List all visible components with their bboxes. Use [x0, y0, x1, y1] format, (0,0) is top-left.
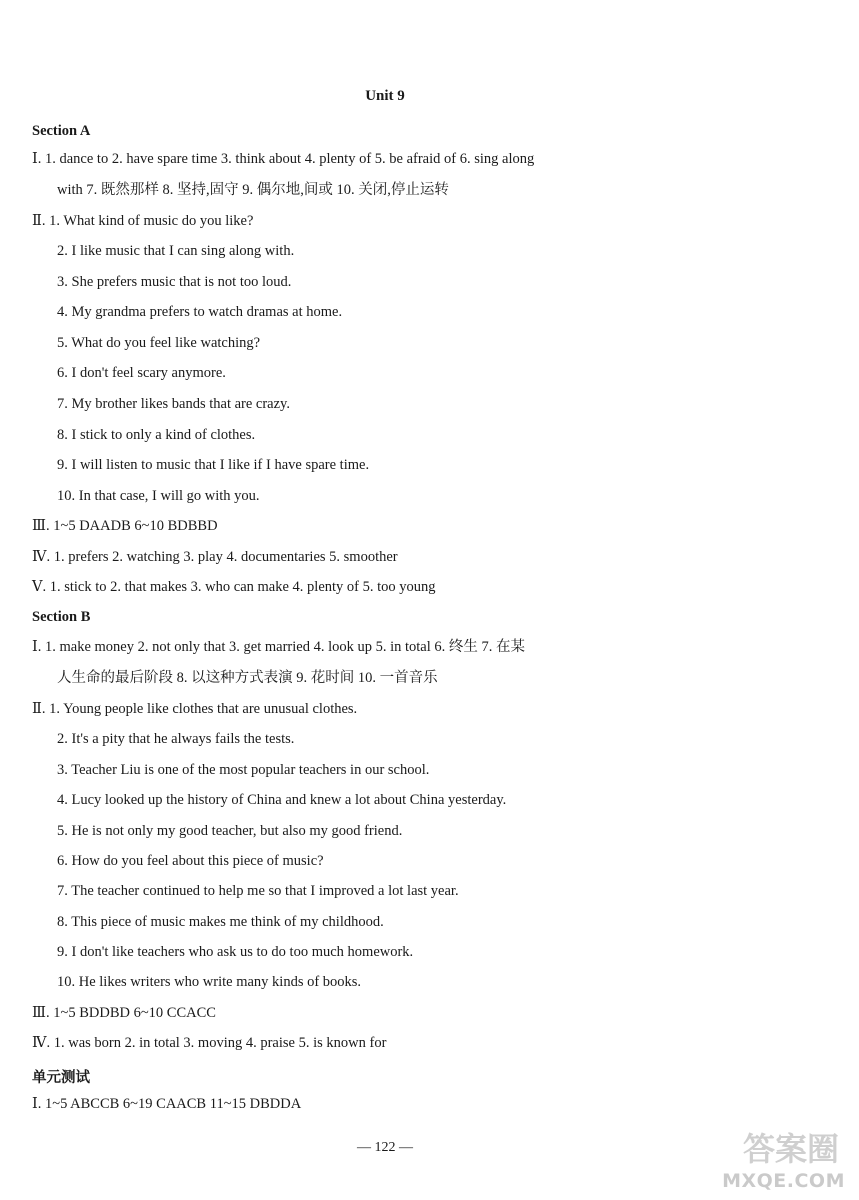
- section-b-line: 人生命的最后阶段 8. 以这种方式表演 9. 花时间 10. 一首音乐: [57, 670, 438, 686]
- section-a-line: 2. I like music that I can sing along with.: [57, 243, 295, 259]
- section-a-line: 10. In that case, I will go with you.: [57, 488, 260, 504]
- section-a-line: 8. I stick to only a kind of clothes.: [57, 427, 256, 443]
- unit-test-heading: 单元测试: [32, 1070, 90, 1086]
- section-a-line: Ⅰ. 1. dance to 2. have spare time 3. think about 4. plenty of 5. be afraid of 6. sing along: [32, 151, 535, 167]
- watermark: [695, 1122, 845, 1192]
- section-b-line: Ⅳ. 1. was born 2. in total 3. moving 4. praise 5. is known for: [32, 1035, 387, 1051]
- section-b-line: 9. I don't like teachers who ask us to do too much homework.: [57, 944, 414, 960]
- section-b-line: 3. Teacher Liu is one of the most popular teachers in our school.: [57, 762, 430, 778]
- section-b-line: 5. He is not only my good teacher, but also my good friend.: [57, 823, 403, 839]
- section-b-line: 10. He likes writers who write many kinds of books.: [57, 974, 362, 990]
- section-b-line: Ⅱ. 1. Young people like clothes that are unusual clothes.: [32, 701, 358, 717]
- section-b-line: 7. The teacher continued to help me so that I improved a lot last year.: [57, 883, 459, 899]
- section-a-heading: Section A: [32, 123, 91, 139]
- section-a-line: Ⅳ. 1. prefers 2. watching 3. play 4. documentaries 5. smoother: [32, 549, 398, 565]
- section-a-line: 4. My grandma prefers to watch dramas at home.: [57, 304, 343, 320]
- section-a-line: 5. What do you feel like watching?: [57, 335, 261, 351]
- section-a-line: Ⅱ. 1. What kind of music do you like?: [32, 213, 254, 229]
- page-number: — 122 —: [357, 1140, 413, 1155]
- section-b-line: Ⅰ. 1. make money 2. not only that 3. get married 4. look up 5. in total 6. 终生 7. 在某: [32, 639, 526, 655]
- section-a-line: Ⅲ. 1~5 DAADB 6~10 BDBBD: [32, 518, 218, 534]
- section-b-line: 4. Lucy looked up the history of China and knew a lot about China yesterday.: [57, 792, 507, 808]
- section-a-line: 9. I will listen to music that I like if I have spare time.: [57, 457, 370, 473]
- section-a-line: with 7. 既然那样 8. 坚持,固守 9. 偶尔地,间或 10. 关闭,停止运转: [57, 182, 449, 198]
- section-a-line: 3. She prefers music that is not too loud.: [57, 274, 292, 290]
- section-b-line: 6. How do you feel about this piece of music?: [57, 853, 324, 869]
- unit-test-line: Ⅰ. 1~5 ABCCB 6~19 CAACB 11~15 DBDDA: [32, 1096, 302, 1112]
- section-b-heading: Section B: [32, 609, 91, 625]
- section-a-line: 6. I don't feel scary anymore.: [57, 365, 226, 381]
- section-a-line: 7. My brother likes bands that are crazy.: [57, 396, 290, 412]
- section-b-line: 8. This piece of music makes me think of my childhood.: [57, 914, 384, 930]
- section-a-line: Ⅴ. 1. stick to 2. that makes 3. who can make 4. plenty of 5. too young: [32, 579, 436, 595]
- watermark-logo: 答案圈: [742, 1130, 839, 1168]
- section-b-line: Ⅲ. 1~5 BDDBD 6~10 CCACC: [32, 1005, 216, 1021]
- section-b-line: 2. It's a pity that he always fails the tests.: [57, 731, 295, 747]
- watermark-site: MXQE.COM: [722, 1170, 845, 1192]
- unit-title: Unit 9: [365, 88, 405, 104]
